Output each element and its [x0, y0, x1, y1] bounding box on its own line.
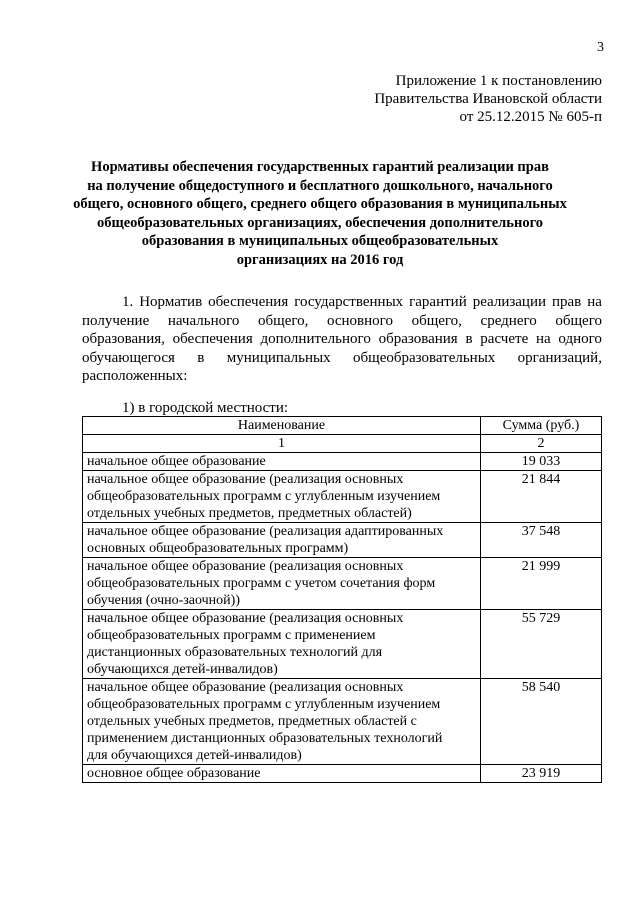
education-level-cell: [83, 523, 481, 558]
page-number: 3: [597, 40, 604, 55]
education-level-cell: [83, 679, 481, 765]
word: общего,: [411, 312, 462, 329]
education-level-line: начальное общее образование (реализация основных: [87, 611, 404, 626]
table-row: [83, 558, 602, 610]
word: дополнительного: [260, 331, 371, 347]
sum-cell: 23 919: [481, 765, 602, 783]
table-row: [83, 471, 602, 523]
word: среднего: [480, 312, 537, 329]
education-level-line: обучающихся детей-инвалидов): [87, 662, 278, 677]
paragraph-line: [82, 293, 602, 312]
table-row: [83, 523, 602, 558]
word: на: [535, 331, 551, 347]
paragraph-line: [82, 349, 602, 368]
education-level-line: для обучающихся детей-инвалидов): [87, 748, 302, 763]
subsection-heading: 1) в городской местности:: [122, 400, 289, 416]
word: общего: [555, 312, 602, 329]
header-sum: Сумма (руб.): [481, 417, 602, 435]
title-line: организациях на 2016 год: [236, 251, 404, 268]
paragraph-line: [82, 312, 602, 331]
table-header-row: [83, 417, 602, 435]
sum-cell: 21 844: [481, 471, 602, 523]
column-number-row: [83, 435, 602, 453]
word: муниципальных: [226, 349, 331, 366]
education-level-line: общеобразовательных программ с учетом сочетания форм: [87, 576, 436, 591]
education-level-line: применением дистанционных образовательных технологий: [87, 731, 443, 746]
education-level-line: общеобразовательных программ с углубленным изучением: [87, 489, 441, 504]
document-title: [70, 158, 570, 269]
education-level-cell: [83, 765, 481, 783]
education-level-line: общеобразовательных программ с углубленным изучением: [87, 697, 441, 712]
education-level-line: отдельных учебных предметов, предметных областей с: [87, 714, 417, 729]
column-number: 1: [83, 435, 481, 453]
sum-cell: 55 729: [481, 610, 602, 679]
word: обучающегося: [82, 349, 175, 366]
header-name: Наименование: [83, 417, 481, 435]
sum-cell: 37 548: [481, 523, 602, 558]
column-number: 2: [481, 435, 602, 453]
table-row: [83, 765, 602, 783]
word: в: [465, 331, 473, 347]
word: образования: [378, 331, 458, 347]
education-level-line: обучения (очно-заочной)): [87, 593, 240, 608]
education-level-line: общеобразовательных программ с применением: [87, 628, 376, 643]
word: 1.: [122, 294, 134, 310]
word: образования,: [82, 331, 165, 347]
education-level-cell: [83, 471, 481, 523]
education-level-line: начальное общее образование (реализация основных: [87, 680, 404, 695]
education-level-cell: [83, 610, 481, 679]
appendix-line: Приложение 1 к постановлению: [395, 73, 602, 89]
word: обеспечения: [208, 294, 289, 310]
education-level-line: начальное общее образование (реализация основных: [87, 559, 404, 574]
norms-table: [82, 416, 602, 783]
word: в: [197, 349, 205, 366]
word: расчете: [480, 331, 529, 347]
word: расположенных:: [82, 368, 188, 384]
title-line: на получение общедоступного и бесплатного дошкольного, начального: [87, 177, 553, 194]
education-level-line: отдельных учебных предметов, предметных областей): [87, 506, 412, 521]
title-line: Нормативы обеспечения государственных гарантий реализации прав: [91, 159, 549, 175]
table-row: [83, 453, 602, 471]
word: прав: [551, 294, 582, 310]
education-level-line: начальное общее образование: [87, 454, 266, 469]
word: обеспечения: [172, 331, 253, 347]
education-level-line: основное общее образование: [87, 766, 261, 781]
word: основного: [327, 312, 393, 329]
sum-cell: 19 033: [481, 453, 602, 471]
word: реализации: [472, 294, 547, 310]
title-line: общего, основного общего, среднего общего образования в муниципальных: [73, 196, 567, 212]
education-level-cell: [83, 453, 481, 471]
title-line: образования в муниципальных общеобразовательных: [141, 233, 499, 249]
paragraph-line: [82, 367, 602, 386]
word: общеобразовательных: [353, 349, 496, 366]
sum-cell: 21 999: [481, 558, 602, 610]
word: государственных: [294, 294, 404, 310]
word: общего,: [258, 312, 309, 329]
sum-cell: 58 540: [481, 679, 602, 765]
education-level-line: основных общеобразовательных программ): [87, 541, 349, 556]
word: на: [587, 294, 602, 310]
paragraph-1: [82, 293, 602, 386]
word: одного: [558, 331, 602, 347]
title-line: общеобразовательных организациях, обеспечения дополнительного: [96, 214, 544, 231]
word: организаций,: [517, 349, 602, 366]
word: гарантий: [409, 294, 467, 310]
word: Норматив: [139, 294, 203, 310]
appendix-line: от 25.12.2015 № 605-п: [459, 109, 602, 125]
education-level-line: дистанционных образовательных технологий для: [87, 645, 383, 660]
word: начального: [167, 312, 240, 329]
education-level-cell: [83, 558, 481, 610]
education-level-line: начальное общее образование (реализация основных: [87, 472, 404, 487]
education-level-line: начальное общее образование (реализация адаптированных: [87, 524, 444, 539]
table-row: [83, 679, 602, 765]
table-row: [83, 610, 602, 679]
paragraph-line: [82, 330, 602, 349]
word: получение: [82, 312, 150, 329]
appendix-reference: [302, 72, 602, 126]
appendix-line: Правительства Ивановской области: [374, 91, 602, 107]
